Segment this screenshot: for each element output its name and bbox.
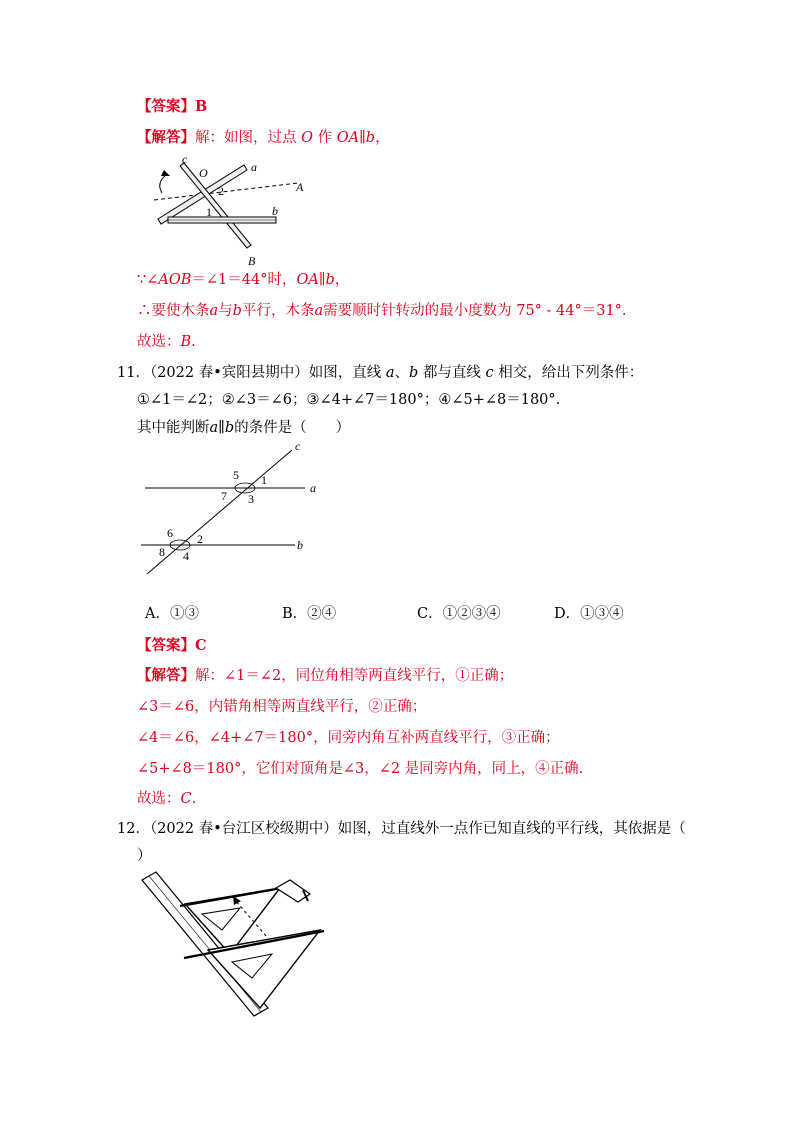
label-6: 6 [167, 526, 173, 540]
option-text: ①③④ [580, 606, 624, 622]
label-1: 1 [206, 205, 212, 219]
option-letter: D． [554, 606, 581, 622]
q10-therefore-line [137, 301, 627, 321]
conditions: ①∠1＝∠2；②∠3＝∠6；③∠4+∠7＝180°；④∠5+∠8＝180°. [137, 392, 561, 408]
q-mid: 都与直线 [422, 365, 481, 381]
label-2: 2 [218, 184, 224, 198]
label-1: 1 [261, 473, 267, 487]
solution-text: 解：∠1＝∠2，同位角相等两直线平行，①正确； [195, 668, 514, 684]
q10-answer-line [137, 97, 207, 117]
solution-text-make: 作 [317, 130, 333, 146]
q-end: 相交，给出下列条件： [498, 365, 644, 381]
var-b: b [232, 303, 242, 319]
ask-a-parallel-b: a∥b [209, 420, 235, 436]
solution-label: 【解答】 [137, 129, 195, 146]
label-3: 3 [248, 492, 254, 506]
q10-final-line [137, 332, 196, 352]
q-var-c: c [485, 365, 494, 381]
therefore-1: ∴要使木条 [137, 303, 210, 319]
label-8: 8 [159, 545, 165, 559]
q11-solution-line-4 [137, 759, 583, 779]
solution-text: ∠5+∠8＝180°，它们对顶角是∠3，∠2 是同旁内角，同上，④正确. [137, 761, 584, 777]
answer-label: 【答案】 [137, 637, 195, 654]
q11-solution-line-2 [137, 697, 426, 717]
period: . [191, 334, 196, 350]
q-var-b: b [409, 365, 419, 381]
label-o: O [199, 166, 208, 180]
because-prefix: ∵∠ [137, 272, 159, 288]
option-d[interactable] [554, 604, 624, 624]
option-text: ①②③④ [442, 606, 501, 622]
label-B: B [248, 254, 256, 268]
q11-final-line [137, 789, 196, 809]
solution-text: 解：如图，过点 [195, 130, 297, 146]
q11-solution-line-3 [137, 728, 560, 748]
therefore-4: 需要顺时针转动的最小度数为 75° - 44°＝31°. [323, 303, 627, 319]
label-a: a [251, 160, 257, 174]
angle-aob: AOB [158, 272, 192, 288]
question-text: （2022 春•台江区校级期中）如图，过直线外一点作已知直线的平行线，其依据是（ [149, 821, 686, 837]
q-sep: 、 [394, 365, 410, 381]
close-paren: ） [137, 848, 152, 864]
label-c: c [295, 439, 301, 453]
final-value: C [180, 791, 192, 807]
q11-solution-line-1 [137, 666, 513, 686]
label-b: b [272, 204, 278, 218]
solution-label: 【解答】 [137, 667, 195, 684]
q11-conditions-line [137, 390, 560, 410]
q11-stem-line [117, 363, 643, 383]
label-a: a [310, 481, 316, 495]
pencil-icon [276, 880, 310, 902]
question-number: 11． [117, 365, 150, 381]
therefore-2: 与 [218, 303, 233, 319]
answer-value: B [195, 98, 208, 115]
option-text: ①③ [169, 606, 199, 622]
q10-figure [148, 153, 318, 268]
label-A: A [296, 180, 304, 194]
label-2: 2 [197, 532, 203, 546]
oa-parallel-b: OA∥b [336, 130, 376, 146]
q11-figure [137, 439, 337, 582]
option-letter: A． [145, 606, 170, 622]
var-a-2: a [314, 303, 324, 319]
comma: ， [375, 130, 390, 146]
dashed-line-oa [154, 183, 298, 200]
q12-stem-line [117, 819, 686, 839]
period: . [191, 791, 197, 807]
answer-label: 【答案】 [137, 98, 195, 115]
q11-answer-line [137, 636, 207, 656]
line-c [147, 450, 292, 574]
option-c[interactable] [417, 604, 501, 624]
because-rest: ＝∠1＝44°时， [191, 272, 297, 288]
solution-text: ∠3＝∠6，内错角相等两直线平行，②正确； [137, 699, 427, 715]
q10-because-line [137, 270, 349, 290]
ask-1: 其中能判断 [137, 420, 210, 436]
var-a: a [209, 303, 219, 319]
option-b[interactable] [282, 604, 336, 624]
q12-figure [140, 868, 340, 1028]
comma-2: ， [334, 272, 350, 288]
option-text: ②④ [307, 606, 337, 622]
q-var-a: a [385, 365, 395, 381]
answer-value: C [195, 637, 207, 654]
question-source: （2022 春•宾阳县期中）如图，直线 [149, 365, 382, 381]
label-b: b [297, 538, 303, 552]
ask-3: 的条件是（ ） [234, 420, 351, 436]
label-4: 4 [183, 549, 189, 563]
q11-ask-line [137, 418, 350, 438]
rotation-arrow-icon [161, 170, 170, 176]
label-5: 5 [233, 468, 239, 482]
q12-stem-line-2 [137, 846, 152, 866]
question-number: 12． [117, 821, 150, 837]
solution-text: ∠4＝∠6，∠4+∠7＝180°，同旁内角互补两直线平行，③正确； [137, 730, 560, 746]
option-letter: B． [282, 606, 308, 622]
final-label: 故选： [137, 334, 181, 350]
option-letter: C． [417, 606, 443, 622]
rotation-arc [160, 175, 166, 193]
final-value: B [180, 334, 192, 350]
label-c: c [182, 152, 188, 166]
option-a[interactable] [145, 604, 199, 624]
therefore-3: 平行，木条 [241, 303, 315, 319]
q10-solution-line [137, 128, 390, 148]
point-o: O [301, 130, 313, 146]
oa-parallel-b-2: OA∥b [296, 272, 335, 288]
label-7: 7 [221, 489, 227, 503]
final-label: 故选： [137, 791, 181, 807]
